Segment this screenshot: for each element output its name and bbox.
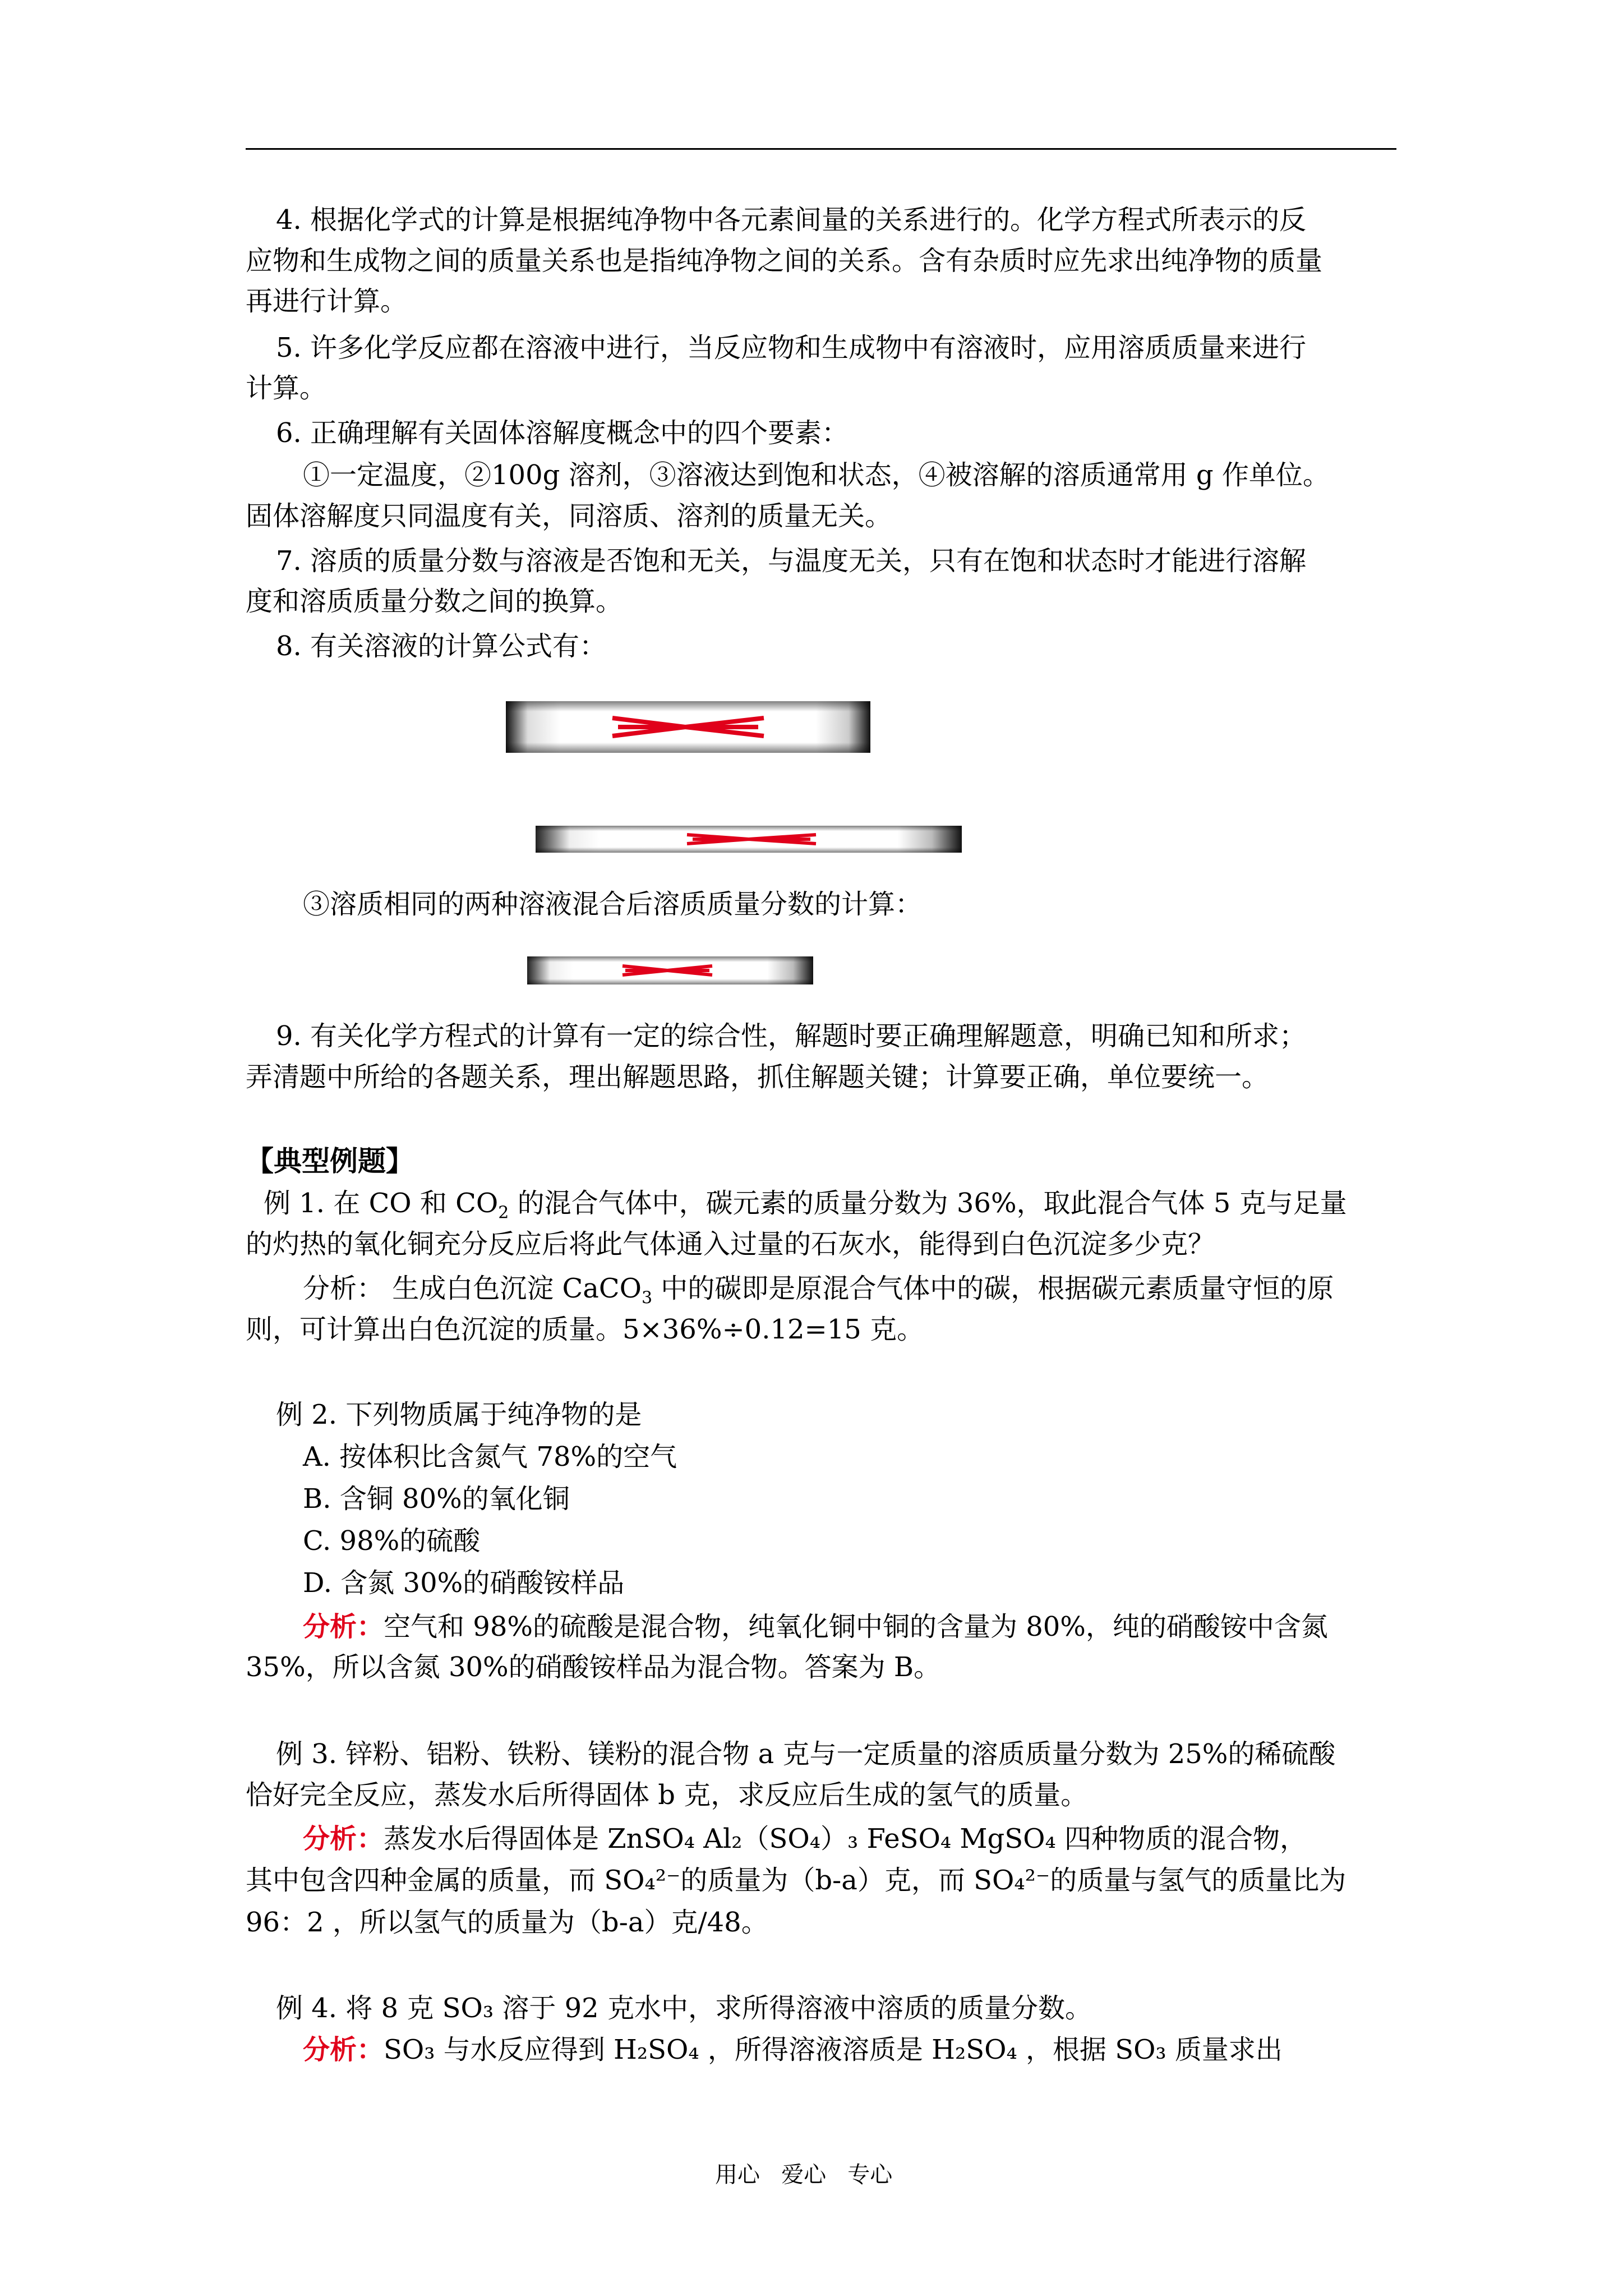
- point-4-line-2: 应物和生成物之间的质量关系也是指纯净物之间的关系。含有杂质时应先求出纯净物的质量: [246, 245, 1323, 277]
- point-5-line-2: 计算。: [246, 372, 327, 404]
- example-2-question: 例 2. 下列物质属于纯净物的是: [276, 1399, 642, 1430]
- point-6-line-1: 6. 正确理解有关固体溶解度概念中的四个要素：: [276, 417, 849, 449]
- point-9-line-1: 9. 有关化学方程式的计算有一定的综合性，解题时要正确理解题意，明确已知和所求；: [276, 1020, 1307, 1052]
- example-1-analysis-line-2: 则，可计算出白色沉淀的质量。5×36%÷0.12=15 克。: [246, 1314, 924, 1345]
- analysis-label: 分析：: [303, 1611, 384, 1642]
- point-5-line-1: 5. 许多化学反应都在溶液中进行，当反应物和生成物中有溶液时，应用溶质质量来进行: [276, 332, 1307, 364]
- header-rule: [246, 148, 1396, 150]
- formula-image-3: [527, 956, 813, 984]
- example-1-line-1: 例 1. 在 CO 和 $CO_2$ 的混合气体中，碳元素的质量分数为 36%，取此混合气体 5 克与足量: [264, 1188, 1347, 1223]
- point-8-line-1: 8. 有关溶液的计算公式有：: [276, 631, 607, 662]
- example-3-analysis-line-2: 其中包含四种金属的质量，而 SO₄²⁻的质量为（b-a）克，而 SO₄²⁻的质量与氢气的质量比为: [246, 1865, 1347, 1896]
- example-3-line-1: 例 3. 锌粉、铝粉、铁粉、镁粉的混合物 a 克与一定质量的溶质质量分数为 25%的稀硫酸: [276, 1738, 1336, 1770]
- formula-image-2: [536, 826, 962, 853]
- example-4-analysis-line-1: 分析：SO₃ 与水反应得到 H₂SO₄ ，所得溶液溶质是 H₂SO₄ ，根据 SO₃ 质量求出: [303, 2034, 1283, 2065]
- point-6-line-3: 固体溶解度只同温度有关，同溶质、溶剂的质量无关。: [246, 500, 892, 532]
- example-2-option-b: B. 含铜 80%的氧化铜: [303, 1483, 570, 1515]
- point-4-line-3: 再进行计算。: [246, 286, 408, 317]
- point-7-line-1: 7. 溶质的质量分数与溶液是否饱和无关，与温度无关，只有在饱和状态时才能进行溶解: [276, 545, 1307, 577]
- example-2-option-c: C. 98%的硫酸: [303, 1525, 481, 1557]
- analysis-label: 分析：: [303, 1823, 384, 1855]
- example-2-analysis-line-2: 35%，所以含氮 30%的硝酸铵样品为混合物。答案为 B。: [246, 1651, 941, 1683]
- example-2-option-d: D. 含氮 30%的硝酸铵样品: [303, 1567, 625, 1599]
- formula-image-1: [506, 701, 870, 753]
- point-6-line-2: ①一定温度，②100g 溶剂，③溶液达到饱和状态，④被溶解的溶质通常用 g 作单位。: [303, 459, 1330, 491]
- example-3-analysis-line-3: 96：2 ，所以氢气的质量为（b-a）克/48。: [246, 1907, 768, 1938]
- example-4-line-1: 例 4. 将 8 克 SO₃ 溶于 92 克水中，求所得溶液中溶质的质量分数。: [276, 1993, 1092, 2024]
- point-8-line-3: ③溶质相同的两种溶液混合后溶质质量分数的计算：: [303, 889, 923, 920]
- example-1-line-2: 的灼热的氧化铜充分反应后将此气体通入过量的石灰水，能得到白色沉淀多少克？: [246, 1228, 1215, 1260]
- point-4-line-1: 4. 根据化学式的计算是根据纯净物中各元素间量的关系进行的。化学方程式所表示的反: [276, 204, 1307, 236]
- page-footer: 用心 爱心 专心: [715, 2162, 893, 2188]
- example-3-analysis-line-1: 分析：蒸发水后得固体是 ZnSO₄ Al₂（SO₄）₃ FeSO₄ MgSO₄ 四种物质的混合物，: [303, 1823, 1307, 1855]
- point-7-line-2: 度和溶质质量分数之间的换算。: [246, 586, 623, 617]
- section-heading: 【典型例题】: [246, 1144, 414, 1177]
- example-1-analysis-line-1: 分析： 生成白色沉淀 CaCO$_3$ 中的碳即是原混合气体中的碳，根据碳元素质量守恒的原: [303, 1273, 1334, 1308]
- example-3-line-2: 恰好完全反应，蒸发水后所得固体 b 克，求反应后生成的氢气的质量。: [246, 1779, 1088, 1811]
- example-2-option-a: A. 按体积比含氮气 78%的空气: [303, 1441, 677, 1473]
- analysis-label: 分析：: [303, 2034, 384, 2065]
- example-2-analysis-line-1: 分析：空气和 98%的硫酸是混合物，纯氧化铜中铜的含量为 80%，纯的硝酸铵中含氮: [303, 1611, 1328, 1642]
- point-9-line-2: 弄清题中所给的各题关系，理出解题思路，抓住解题关键；计算要正确，单位要统一。: [246, 1061, 1269, 1093]
